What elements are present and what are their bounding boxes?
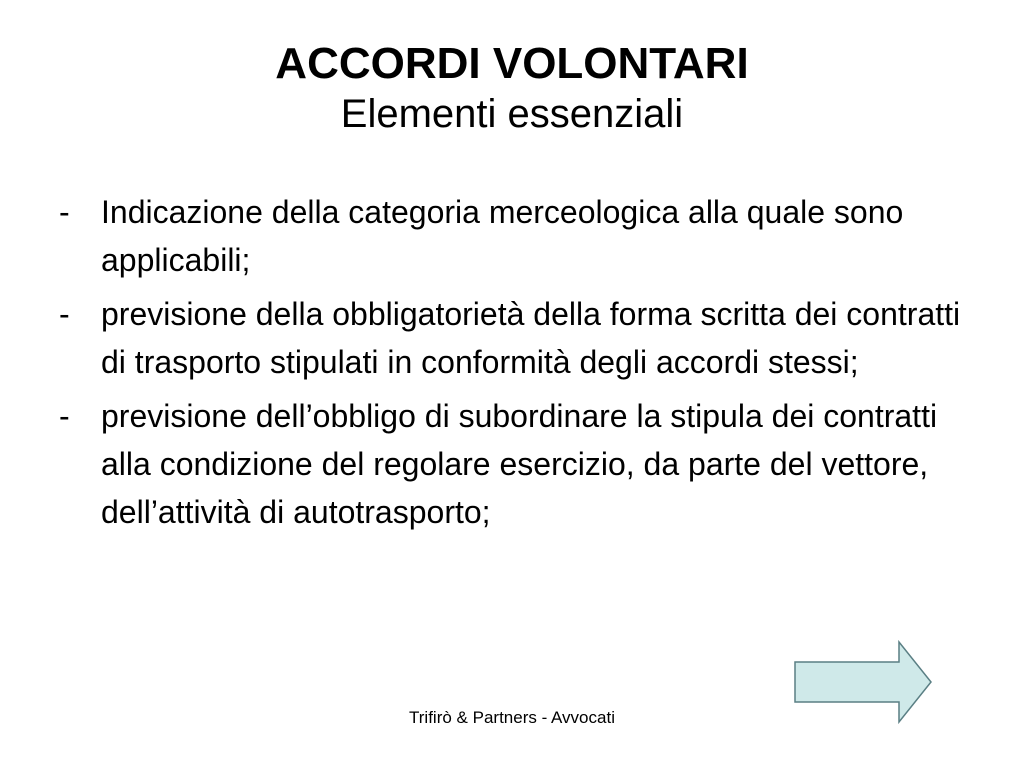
title-block	[0, 38, 1024, 138]
bullet-text: previsione dell’obbligo di subordinare la stipula dei contratti alla condizione del regolare esercizio, da parte del vettore, dell’attività di autotrasporto;	[101, 398, 938, 530]
list-item	[58, 188, 978, 284]
bullet-marker: -	[59, 194, 70, 230]
bullet-text: Indicazione della categoria merceologica alla quale sono applicabili;	[101, 194, 904, 278]
slide-subtitle: Elementi essenziali	[340, 92, 684, 136]
slide-title: ACCORDI VOLONTARI	[275, 39, 749, 88]
bullet-text: previsione della obbligatorietà della forma scritta dei contratti di trasporto stipulati in conformità degli accordi stessi;	[101, 296, 961, 380]
footer-text: Trifirò & Partners - Avvocati	[409, 708, 615, 727]
bullet-marker: -	[59, 296, 70, 332]
bullet-marker: -	[59, 398, 70, 434]
list-item	[58, 290, 978, 386]
list-item	[58, 392, 978, 536]
bullet-list	[58, 188, 978, 542]
